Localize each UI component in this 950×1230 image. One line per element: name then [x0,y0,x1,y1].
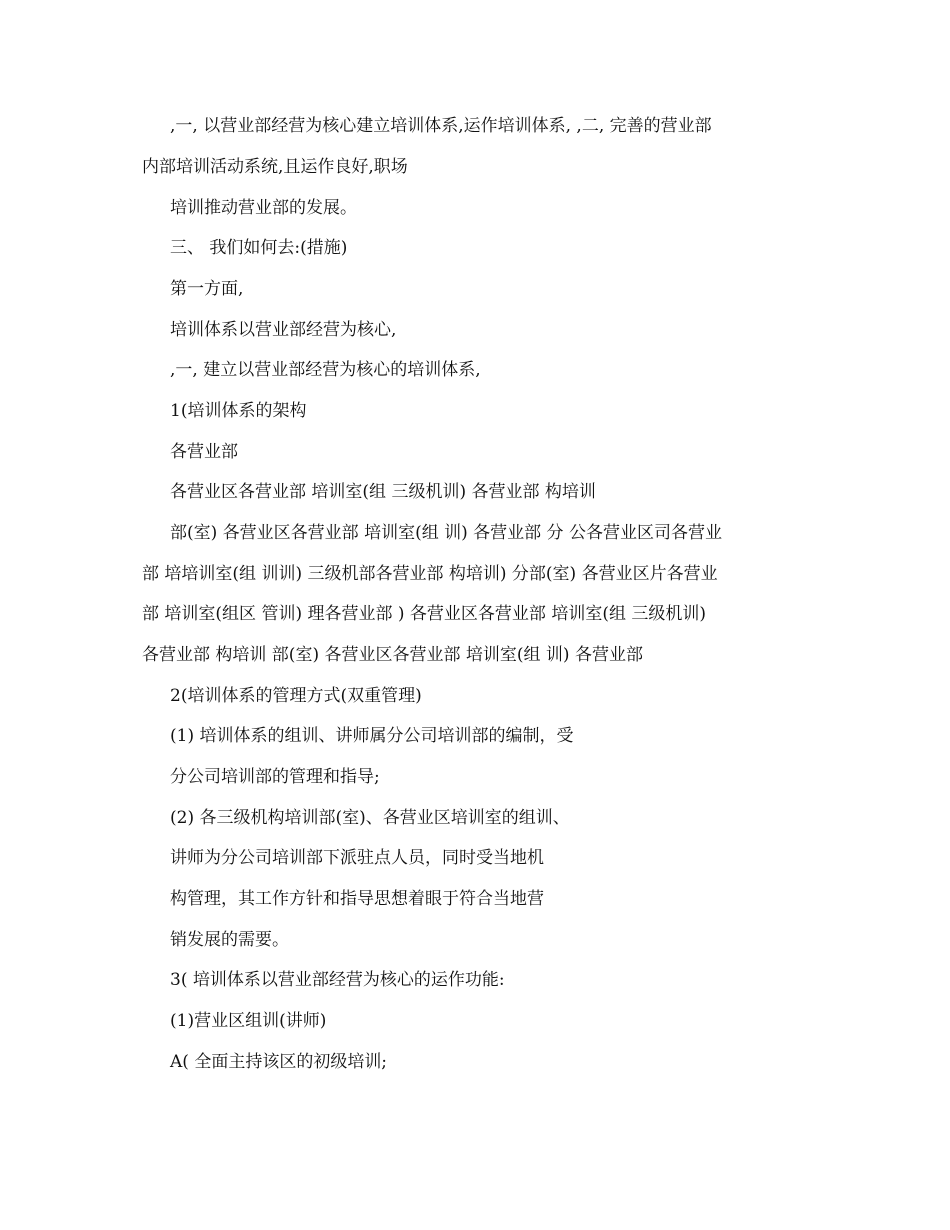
subheading: 2(培训体系的管理方式(双重管理) [170,686,422,706]
paragraph-line: 第一方面, [170,279,244,299]
paragraph-line: 构管理，其工作方针和指导思想着眼于符合当地营 [170,889,544,909]
paragraph-line: 分公司培训部的管理和指导; [170,767,380,787]
paragraph-line: 各营业区各营业部 培训室(组 三级机训) 各营业部 构培训 [170,482,596,502]
paragraph-line: A( 全面主持该区的初级培训; [170,1052,388,1072]
paragraph-line: (2) 各三级机构培训部(室)、各营业区培训室的组训、 [170,808,570,828]
section-heading: 三、 我们如何去:(措施) [170,238,348,258]
paragraph-line: ,一, 以营业部经营为核心建立培训体系,运作培训体系, ,二, 完善的营业部 [170,116,712,136]
paragraph-line: (1)营业区组训(讲师) [170,1011,327,1031]
paragraph-line: (1) 培训体系的组训、讲师属分公司培训部的编制，受 [170,726,574,746]
paragraph-line: 部 培训室(组区 管训) 理各营业部 ) 各营业区各营业部 培训室(组 三级机训) [142,604,706,624]
paragraph-line: 培训体系以营业部经营为核心, [170,320,397,340]
paragraph-line: 各营业部 [170,442,238,462]
paragraph-line: 各营业部 构培训 部(室) 各营业区各营业部 培训室(组 训) 各营业部 [142,645,643,665]
paragraph-line: ,一, 建立以营业部经营为核心的培训体系, [170,360,481,380]
paragraph-line: 内部培训活动系统,且运作良好,职场 [142,157,408,177]
paragraph-line: 部 培培训室(组 训训) 三级机部各营业部 构培训) 分部(室) 各营业区片各营业 [142,564,718,584]
paragraph-line: 部(室) 各营业区各营业部 培训室(组 训) 各营业部 分 公各营业区司各营业 [170,523,722,543]
subheading: 3( 培训体系以营业部经营为核心的运作功能: [170,970,505,990]
paragraph-line: 讲师为分公司培训部下派驻点人员，同时受当地机 [170,848,544,868]
paragraph-line: 培训推动营业部的发展。 [170,198,357,218]
subheading: 1(培训体系的架构 [170,401,307,421]
paragraph-line: 销发展的需要。 [170,930,289,950]
